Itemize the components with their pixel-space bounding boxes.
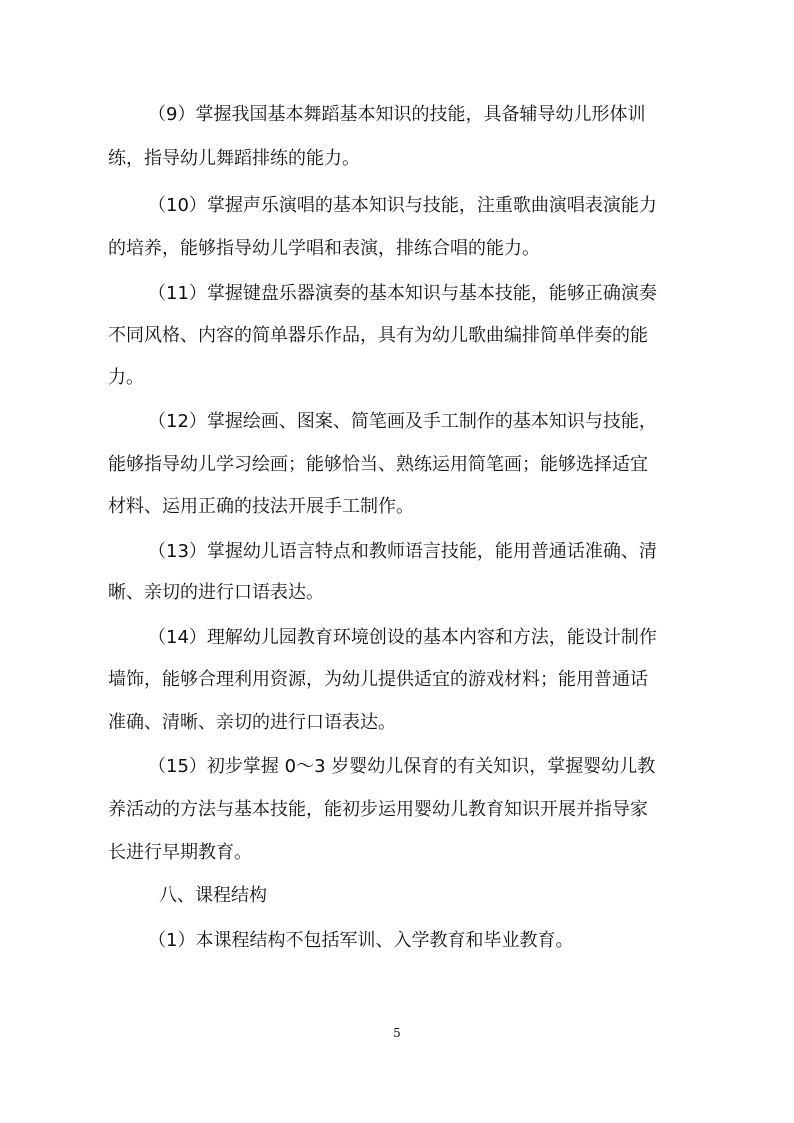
paragraph-11-line-2: 不同风格、内容的简单器乐作品，具有为幼儿歌曲编排简单伴奏的能 (108, 325, 648, 346)
paragraph-12-line-3: 材料、运用正确的技法开展手工制作。 (108, 496, 414, 517)
page-number: 5 (393, 1026, 401, 1040)
section-heading-course-structure: 八、课程结构 (159, 885, 267, 906)
paragraph-12-line-2: 能够指导幼儿学习绘画；能够恰当、熟练运用简笔画；能够选择适宜 (108, 454, 648, 475)
paragraph-10-line-1: （10）掌握声乐演唱的基本知识与技能，注重歌曲演唱表演能力 (148, 195, 657, 216)
paragraph-9-line-1: （9）掌握我国基本舞蹈基本知识的技能，具备辅导幼儿形体训 (148, 104, 646, 125)
paragraph-15-line-1: （15）初步掌握 0～3 岁婴幼儿保育的有关知识，掌握婴幼儿教 (148, 756, 656, 777)
paragraph-11-line-3: 力。 (108, 367, 144, 388)
paragraph-course-structure-1: （1）本课程结构不包括军训、入学教育和毕业教育。 (148, 930, 574, 951)
paragraph-11-line-1: （11）掌握键盘乐器演奏的基本知识与基本技能，能够正确演奏 (148, 283, 657, 304)
paragraph-15-line-3: 长进行早期教育。 (108, 842, 252, 863)
paragraph-9-line-2: 练，指导幼儿舞蹈排练的能力。 (108, 148, 360, 169)
paragraph-10-line-2: 的培养，能够指导幼儿学唱和表演，排练合唱的能力。 (108, 238, 540, 259)
paragraph-13-line-1: （13）掌握幼儿语言特点和教师语言技能，能用普通话准确、清 (148, 541, 657, 562)
paragraph-14-line-3: 准确、清晰、亲切的进行口语表达。 (108, 712, 396, 733)
paragraph-13-line-2: 晰、亲切的进行口语表达。 (108, 582, 324, 603)
paragraph-14-line-1: （14）理解幼儿园教育环境创设的基本内容和方法，能设计制作 (148, 627, 657, 648)
paragraph-15-line-2: 养活动的方法与基本技能，能初步运用婴幼儿教育知识开展并指导家 (108, 799, 648, 820)
paragraph-12-line-1: （12）掌握绘画、图案、简笔画及手工制作的基本知识与技能， (148, 411, 657, 432)
paragraph-14-line-2: 墙饰，能够合理利用资源，为幼儿提供适宜的游戏材料；能用普通话 (108, 669, 648, 690)
